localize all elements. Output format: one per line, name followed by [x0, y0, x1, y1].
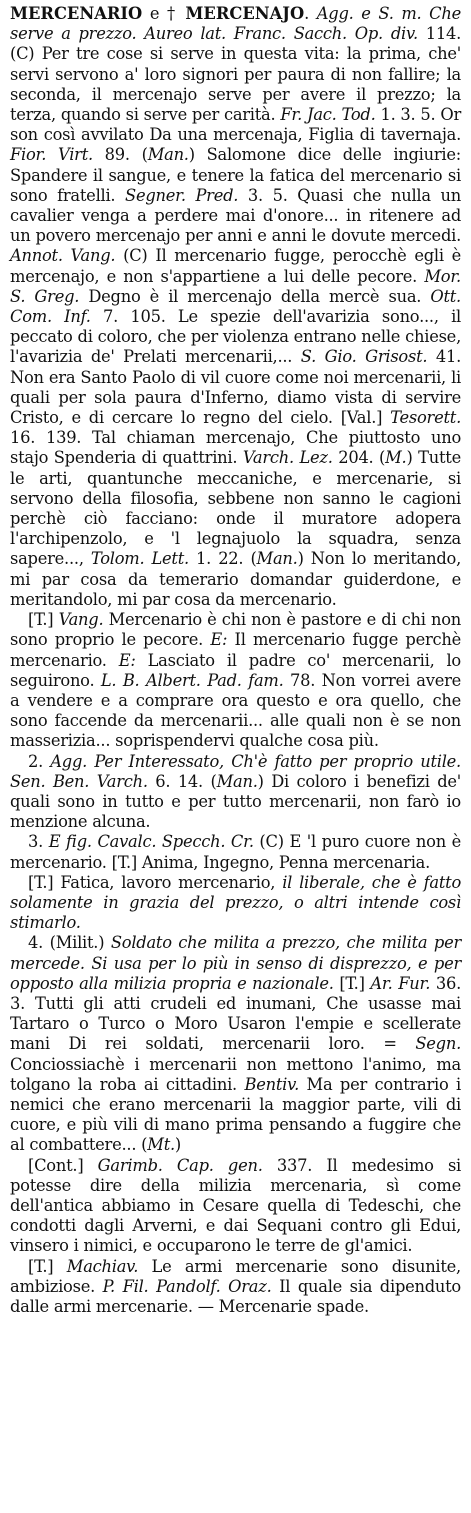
citation-text: Mor. S. Greg.: [10, 266, 461, 306]
citation-text: P. Fil. Pandolf. Oraz.: [102, 1276, 272, 1296]
citation-text: Vang.: [58, 610, 104, 630]
entry-text: 16. 139. Tal chiaman mercenajo, Che piuttosto uno stajo Spenderia di quattrini.: [10, 428, 461, 468]
entry-text: 337. Il medesimo si potesse dire della milizia mercenaria, sì come dell'antica abbiamo in Cesare quella di Tedeschi, che condotti dagli Arverni, e dai Sequani contro gli Edui, vinsero i nimici, e occuparono le terre de gl'amici.: [10, 1155, 462, 1256]
entry-text: ) Tutte le arti, quantunche meccaniche, e mercenarie, si servono della filosofia, sebbene non sanno le cagioni perchè ciò facciano: onde il muratore adopera l'archipenzolo, e 'l legnajuolo la squadra, senza sapere...,: [10, 448, 461, 569]
citation-text: Agg. Per Interessato, Ch'è fatto per proprio utile. Sen. Ben. Varch.: [10, 751, 461, 791]
citation-text: Varch. Lez.: [242, 448, 333, 468]
citation-text: M.: [385, 448, 407, 468]
entry-text: [T.] Fatica, lavoro mercenario,: [28, 872, 283, 892]
entry-sense-4: [10, 933, 461, 1155]
citation-text: L. B. Albert. Pad. fam.: [100, 670, 284, 690]
citation-text: Garimb. Cap. gen.: [97, 1155, 263, 1175]
headword: MERCENARIO: [10, 4, 143, 23]
entry-text: Il quale sia dipenduto dalle armi mercenarie. — Mercenarie spade.: [10, 1276, 461, 1316]
citation-text: S. Gio. Grisost.: [300, 347, 428, 367]
entry-text: 2.: [28, 751, 51, 771]
entry-text: [T.]: [28, 610, 59, 630]
entry-text: 36. 3. Tutti gli atti crudeli ed inumani, Che usasse mai Tartaro o Turco o Moro Usaron l'empie e scellerate mani Di rei soldati, mercenarii loro. =: [10, 973, 461, 1054]
entry-text: Il mercenario fugge perchè mercenario.: [10, 630, 461, 670]
entry-text: 41. Non era Santo Paolo di vil cuore come noi mercenarii, li quali per sola paura d'Inferno, diamo vista di servire Cristo, e di cercare lo regno del cielo. [Val.]: [10, 347, 461, 428]
citation-text: Ar. Fur.: [370, 973, 431, 993]
entry-text: ) Di coloro i benefizi de' quali sono in tutto e per tutto mercenarii, non farò io menzione alcuna.: [10, 771, 461, 832]
entry-text: [T.]: [28, 1256, 67, 1276]
entry-definition: [10, 4, 461, 610]
entry-text: Conciossiachè i mercenarii non mettono l'animo, ma tolgano la roba ai cittadini.: [10, 1054, 461, 1094]
entry-text: Degno è il mercenajo della mercè sua.: [79, 286, 431, 306]
entry-text: 78. Non vorrei avere a vendere e a comprare ora questo e ora quello, che sono faccende da mercenarii... alle quali non è se non masserizia... soprispendervi qualche cosa più.: [10, 670, 461, 751]
citation-text: E fig. Cavalc. Specch. Cr.: [48, 832, 254, 852]
entry-text: Le armi mercenarie sono disunite, ambiziose.: [10, 1256, 461, 1296]
entry-text: 7. 105. Le spezie dell'avarizia sono..., il peccato di coloro, che per violenza entrano nelle chiese, l'avarizia de' Prelati mercenarii,...: [10, 307, 461, 367]
entry-text: 6. 14. (: [147, 771, 217, 791]
citation-text: E:: [118, 650, 136, 670]
citation-text: Ott. Com. Inf.: [10, 286, 461, 327]
citation-text: Bentiv.: [244, 1074, 300, 1094]
entry-text: e †: [142, 4, 186, 23]
citation-text: Fr. Jac. Tod.: [280, 105, 376, 125]
entry-text: 204. (: [332, 448, 386, 468]
entry-text: 3.: [28, 832, 49, 852]
citation-text: Man.: [147, 145, 189, 165]
citation-text: Man.: [256, 549, 298, 569]
citation-text: Tolom. Lett.: [90, 549, 189, 569]
citation-text: il liberale, che è fatto solamente in grazia del prezzo, o altri intende così stimarlo.: [10, 872, 461, 933]
citation-text: E:: [210, 630, 228, 650]
entry-note-machiavelli: [10, 1257, 461, 1318]
entry-text: ) Non lo meritando, mi par cosa da temerario domandar guiderdone, e meritandolo, mi par cosa da mercenario.: [10, 549, 462, 609]
entry-text: 1. 22. (: [188, 549, 257, 569]
headword: MERCENAJO: [185, 4, 305, 23]
entry-text: Ma per contrario i nemici che erano mercenarii la maggior parte, vili di cuore, e più vili di mano prima pensando a fuggire che al combattere... (: [10, 1074, 461, 1155]
citation-text: Tesorett.: [390, 408, 461, 428]
citation-text: Soldato che milita a prezzo, che milita per mercede. Si usa per lo più in senso di disprezzo, e per opposto alla milizia propria e nazionale.: [10, 933, 461, 993]
entry-text: 4. (Milit.): [28, 933, 111, 953]
citation-text: Machiav.: [66, 1256, 139, 1276]
entry-text: 89. (: [92, 145, 148, 165]
citation-text: Mt.: [147, 1135, 175, 1155]
entry-sense-2: [10, 752, 461, 833]
entry-text: [Cont.]: [28, 1155, 98, 1175]
entry-text: 3. 5. Quasi che nulla un cavalier venga a perdere mai d'onore... in ritenere ad un povero mercenajo per anni e anni le dovute mercedi.: [10, 185, 461, 246]
entry-text: ) Salomone dice delle ingiurie: Spandere il sangue, e tenere la fatica del mercenario si sono fratelli.: [10, 145, 461, 205]
entry-text: Lasciato il padre co' mercenarii, lo seguirono.: [10, 650, 461, 690]
entry-sense-3: [10, 832, 461, 872]
citation-text: Agg. e S. m. Che serve a prezzo. Aureo lat. Franc. Sacch. Op. div.: [10, 4, 461, 44]
citation-text: Fior. Virt.: [10, 145, 93, 165]
entry-text: ): [174, 1135, 182, 1155]
citation-text: Annot. Vang.: [10, 246, 116, 266]
entry-text: Mercenario è chi non è pastore e di chi non sono proprio le pecore.: [10, 610, 461, 650]
entry-section-vangelo: [10, 610, 461, 751]
entry-text: 1. 3. 5. Or son così avvilato Da una mercenaja, Figlia di tavernaja.: [10, 105, 462, 145]
entry-note-fatica: [10, 873, 461, 934]
citation-text: Segner. Pred.: [125, 185, 239, 205]
entry-text: (C) E 'l puro cuore non è mercenario. [T.] Anima, Ingegno, Penna mercenaria.: [10, 832, 461, 872]
entry-text: [T.]: [333, 973, 371, 993]
entry-text: (C) Il mercenario fugge, perocchè egli è mercenajo, e non s'appartiene a lui delle pecore.: [10, 246, 461, 286]
entry-note-garimberto: [10, 1156, 461, 1257]
entry-text: 114. (C) Per tre cose si serve in questa vita: la prima, che' servi servono a' loro signori per paura di non fallire; la seconda, il mercenajo serve per avere il prezzo; la terza, quando si serve per carità.: [10, 24, 461, 125]
entry-text: .: [304, 4, 317, 23]
citation-text: Man.: [216, 771, 258, 791]
citation-text: Segn.: [415, 1034, 461, 1054]
